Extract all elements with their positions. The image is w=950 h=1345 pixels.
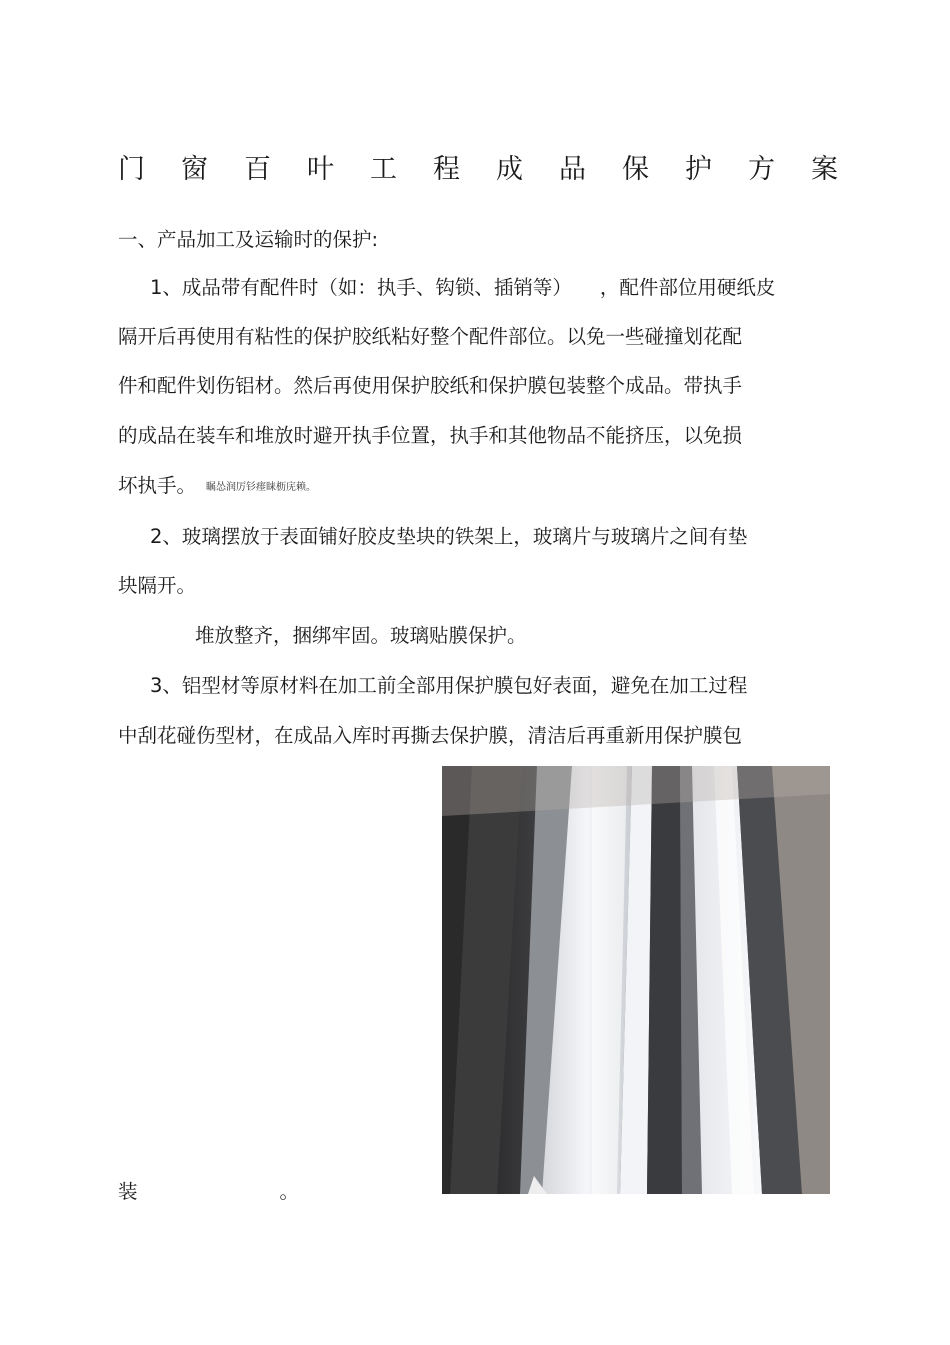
title-char: 保 (622, 154, 649, 185)
title-char: 工 (370, 154, 397, 185)
paragraph-1-line-3: 件和配件划伤铝材。然后再使用保护胶纸和保护膜包装整个成品。带执手 (118, 374, 743, 397)
paragraph-3-text-a: 装 (118, 1180, 138, 1203)
paragraph-3-line-1: 3、铝型材等原材料在加工前全部用保护膜包好表面，避免在加工过程 (150, 674, 748, 697)
page-title (118, 150, 838, 190)
aluminum-profile-photo (442, 766, 830, 1194)
title-char: 门 (118, 154, 145, 185)
title-char: 百 (244, 154, 271, 185)
paragraph-1-line-2: 隔开后再使用有粘性的保护胶纸粘好整个配件部位。以免一些碰撞划花配 (118, 325, 743, 348)
paragraph-2-line-3: 堆放整齐，捆绑牢固。玻璃贴膜保护。 (195, 624, 527, 647)
paragraph-3-line-3 (118, 1178, 299, 1206)
paragraph-2-line-2: 块隔开。 (118, 574, 197, 597)
paragraph-3-line-2: 中刮花碰伤型材，在成品入库时再撕去保护膜，清洁后再重新用保护膜包 (118, 724, 743, 747)
paragraph-3-text-b: 。 (279, 1180, 300, 1203)
title-char: 案 (811, 154, 838, 185)
paragraph-1-text-a: 1、成品带有配件时（如：执手、钩锁、插销等） (150, 276, 572, 299)
garbled-note: 瞩怂润厉钐瘗睐枥庑赖。 (206, 482, 317, 493)
paragraph-1-line-5 (118, 472, 316, 502)
paragraph-2-line-1: 2、玻璃摆放于表面铺好胶皮垫块的铁架上，玻璃片与玻璃片之间有垫 (150, 525, 748, 548)
title-char: 护 (685, 154, 712, 185)
paragraph-1-text-b: ，配件部位用硬纸皮 (599, 276, 776, 299)
title-char: 方 (748, 154, 775, 185)
title-char: 品 (559, 154, 586, 185)
paragraph-1-text-end: 坏执手。 (118, 474, 197, 497)
section-heading: 一、产品加工及运输时的保护: (118, 228, 379, 251)
title-char: 窗 (181, 154, 208, 185)
title-char: 程 (433, 154, 460, 185)
paragraph-1-line-1 (150, 274, 775, 302)
title-char: 叶 (307, 154, 334, 185)
paragraph-1-line-4: 的成品在装车和堆放时避开执手位置，执手和其他物品不能挤压，以免损 (118, 424, 743, 447)
title-char: 成 (496, 154, 523, 185)
